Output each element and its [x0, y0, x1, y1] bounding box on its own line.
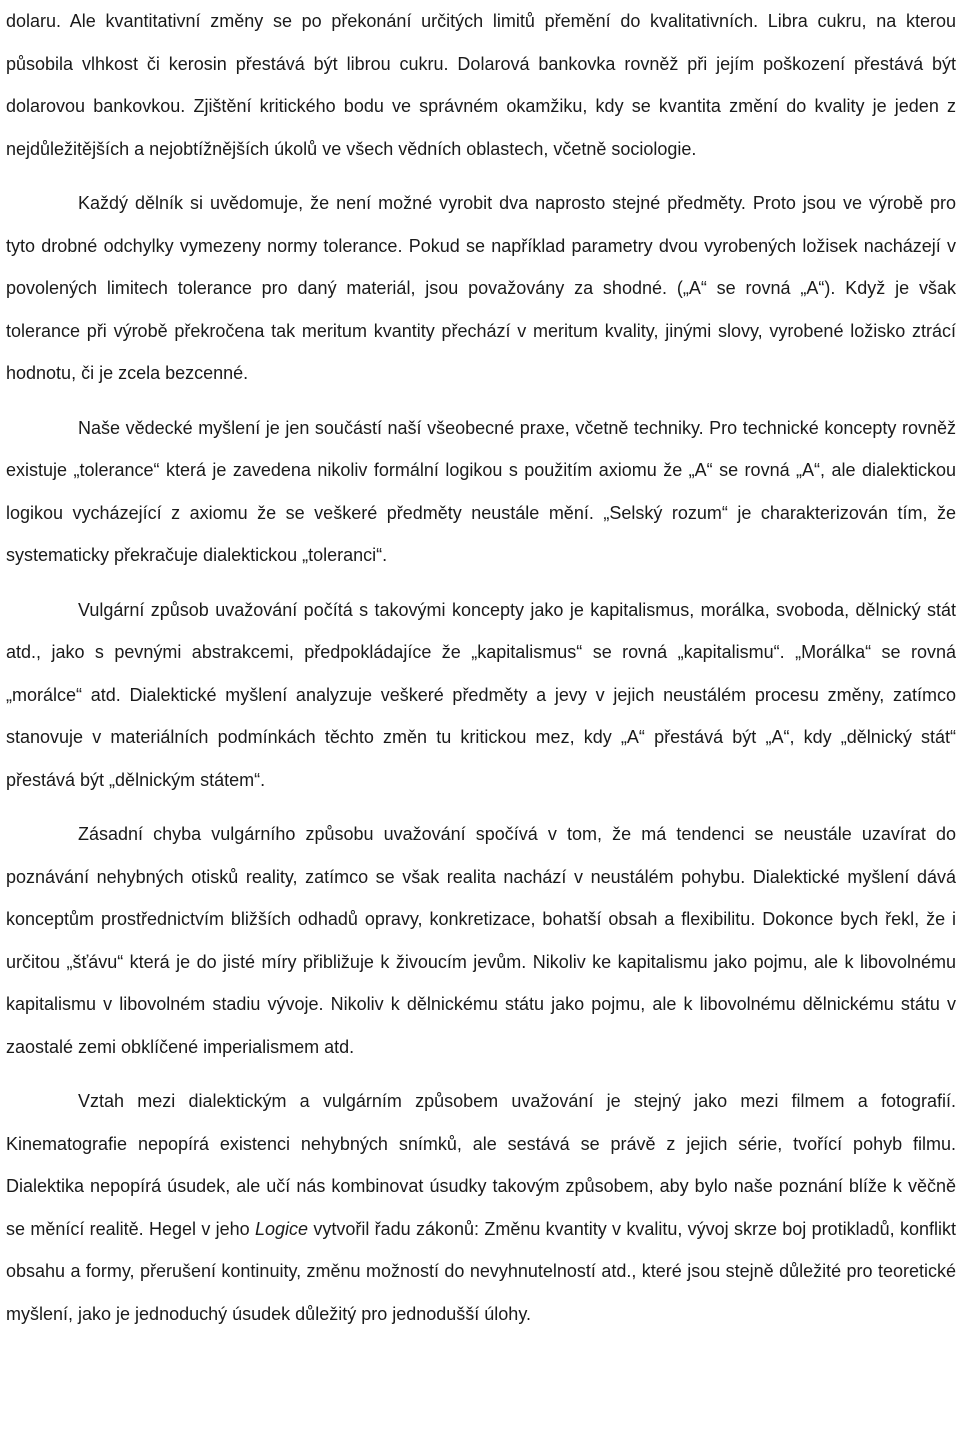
paragraph-6-text-before: Vztah mezi dialektickým a vulgárním způsobem uvažování je stejný jako mezi filmem a fotografií. Kinematografie nepopírá existenci nehybných snímků, ale sestává se právě z jejich série, tvořící pohyb filmu. Dialektika nepopírá úsudek, ale učí nás kombinovat úsudky takovým způsobem, aby bylo naše poznání blíže k věčně se měnící realitě. Hegel v jeho — [6, 1091, 956, 1239]
paragraph-1: dolaru. Ale kvantitativní změny se po překonání určitých limitů přemění do kvalitativních. Libra cukru, na kterou působila vlhkost či kerosin přestává být librou cukru. Dolarová bankovka rovněž při jejím poškození přestává být dolarovou bankovkou. Zjištění kritického bodu ve správném okamžiku, kdy se kvantita změní do kvality je jeden z nejdůležitějších a nejobtížnějších úkolů ve všech vědních oblastech, včetně sociologie. — [6, 11, 956, 159]
paragraph-5: Zásadní chyba vulgárního způsobu uvažování spočívá v tom, že má tendenci se neustále uzavírat do poznávání nehybných otisků reality, zatímco se však realita nachází v neustálém pohybu. Dialektické myšlení dává konceptům prostřednictvím bližších odhadů opravy, konkretizace, bohatší obsah a flexibilitu. Dokonce bych řekl, že i určitou „šťávu“ která je do jisté míry přibližuje k živoucím jevům. Nikoliv ke kapitalismu jako pojmu, ale k libovolnému kapitalismu v libovolném stadiu vývoje. Nikoliv k dělnickému státu jako pojmu, ale k libovolnému dělnickému státu v zaostalé zemi obklíčené imperialismem atd. — [6, 824, 956, 1057]
paragraph-3: Naše vědecké myšlení je jen součástí naší všeobecné praxe, včetně techniky. Pro technické koncepty rovněž existuje „tolerance“ která je zavedena nikoliv formální logikou s použitím axiomu že „A“ se rovná „A“, ale dialektickou logikou vycházející z axiomu že se veškeré předměty neustále mění. „Selský rozum“ je charakterizován tím, že systematicky překračuje dialektickou „toleranci“. — [6, 417, 956, 565]
book-title-logice: Logice — [254, 1218, 309, 1239]
paragraph-4: Vulgární způsob uvažování počítá s takovými koncepty jako je kapitalismus, morálka, svoboda, dělnický stát atd., jako s pevnými abstrakcemi, předpokládajíce že „kapitalismus“ se rovná „kapitalismu“. „Morálka“ se rovná „morálce“ atd. Dialektické myšlení analyzuje veškeré předměty a jevy v jejich neustálém procesu změny, zatímco stanovuje v materiálních podmínkách těchto změn tu kritickou mez, kdy „A“ přestává být „A“, kdy „dělnický stát“ přestává být „dělnickým státem“. — [6, 599, 956, 790]
paragraph-6 — [6, 1080, 956, 1335]
paragraph-6-text-after: vytvořil řadu zákonů: Změnu kvantity v kvalitu, vývoj skrze boj protikladů, konflikt obsahu a formy, přerušení kontinuity, změnu možností do nevyhnutelností atd., které jsou stejně důležité pro teoretické myšlení, jako je jednoduchý úsudek důležitý pro jednodušší úlohy. — [6, 1218, 956, 1324]
paragraph-2: Každý dělník si uvědomuje, že není možné vyrobit dva naprosto stejné předměty. Proto jsou ve výrobě pro tyto drobné odchylky vymezeny normy tolerance. Pokud se například parametry dvou vyrobených ložisek nacházejí v povolených limitech tolerance pro daný materiál, jsou považovány za shodné. („A“ se rovná „A“). Když je však tolerance při výrobě překročena tak meritum kvantity přechází v meritum kvality, jinými slovy, vyrobené ložisko ztrácí hodnotu, či je zcela bezcenné. — [6, 193, 956, 383]
document-page — [6, 0, 956, 1440]
